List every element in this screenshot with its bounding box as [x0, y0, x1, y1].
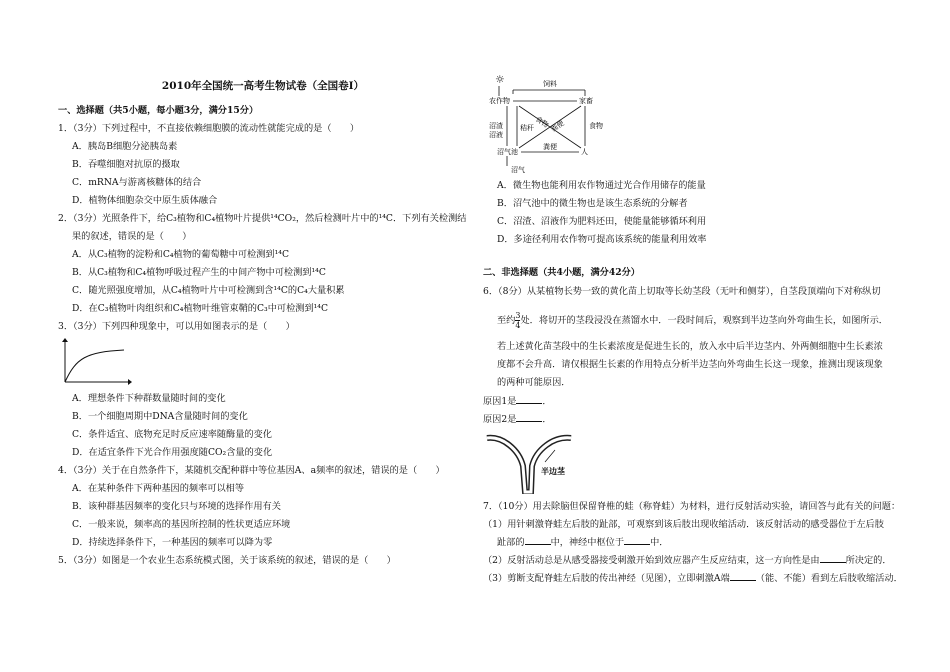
q5-option-c: C．沼渣、沼液作为肥料还田，使能量能够循环利用: [497, 216, 707, 227]
q2-option-d: D．在C₃植物叶肉组织和C₄植物叶维管束鞘的C₃中可检测到¹⁴C: [72, 303, 329, 314]
q3-option-c: C．条件适宜、底物充足时反应速率随酶量的变化: [72, 429, 272, 440]
section2-heading: 二、非选择题（共4小题，满分42分）: [483, 267, 640, 278]
q6-line-2: [483, 311, 888, 330]
stem-label: 半边茎: [541, 466, 565, 476]
graph-x-arrow: [128, 379, 132, 385]
label-manure: 粪便: [543, 143, 557, 151]
fraction-numerator: 3: [515, 311, 521, 320]
q5-option-b: B．沼气池中的微生物也是该生态系统的分解者: [497, 198, 688, 209]
page-title: 2010年全国统一高考生物试卷（全国卷Ⅰ）: [161, 80, 365, 92]
node-biogas-pool: 沼气池: [497, 148, 518, 156]
q3-saturation-curve-graph: [62, 338, 132, 386]
label-food-grain: 食物: [533, 115, 550, 130]
q1-option-a: A．胰岛B细胞分泌胰岛素: [72, 141, 178, 152]
q7-line-5: [483, 570, 903, 588]
q1-option-d: D．植物体细胞杂交中原生质体融合: [72, 195, 218, 206]
direction-blank[interactable]: [820, 552, 846, 563]
q7-line-3-pre: 趾部的: [497, 537, 525, 548]
receptor-blank[interactable]: [525, 534, 551, 545]
q5-ecosystem-diagram: [489, 70, 609, 178]
reason-1-blank[interactable]: [516, 393, 542, 404]
q7-line-3: [483, 534, 668, 552]
q6-reason-2: [483, 411, 552, 429]
label-food: 食物: [589, 122, 603, 130]
sun-icon: ☼: [495, 73, 505, 86]
q2-option-b: B．从C₃植物和C₄植物呼吸过程产生的中间产物中可检测到¹⁴C: [72, 267, 326, 278]
label-residue-1: 沼渣: [489, 122, 503, 130]
node-crops: 农作物: [489, 97, 510, 105]
q4-option-a: A．在某种条件下两种基因的频率可以相等: [72, 483, 245, 494]
split-stem-shape: [487, 438, 571, 492]
q2-stem-1: 2．（3分）光照条件下，给C₃植物和C₄植物叶片提供¹⁴CO₂，然后检测叶片中的¹⁴C．下列有关检测结: [58, 213, 467, 224]
q5-option-a: A．微生物也能利用农作物通过光合作用储存的能量: [497, 180, 706, 191]
q7-line-2: （1）用针刺激脊蛙左后肢的趾部，可观察到该后肢出现收缩活动．该反射活动的感受器位于左后肢: [483, 519, 884, 530]
nerve-center-blank[interactable]: [624, 534, 650, 545]
label-dung: 粪便: [549, 119, 566, 134]
q1-option-c: C．mRNA与游离核糖体的结合: [72, 177, 202, 188]
reason-1-label: 原因1是: [483, 396, 517, 407]
label-feed: 饲料: [543, 80, 557, 88]
q7-line-3-mid: 中，神经中枢位于: [550, 537, 625, 548]
q2-option-a: A．从C₃植物的淀粉和C₄植物的葡萄糖中可检测到¹⁴C: [72, 249, 290, 260]
section1-heading: 一、选择题（共5小题，每小题3分，满分15分）: [58, 105, 259, 116]
q3-option-d: D．在适宜条件下光合作用强度随CO₂含量的变化: [72, 447, 273, 458]
q4-option-d: D．持续选择条件下，一种基因的频率可以降为零: [72, 537, 273, 548]
q4-stem: 4．（3分）关于在自然条件下，某随机交配种群中等位基因A、a频率的叙述，错误的是（ ）: [58, 465, 445, 476]
q6-reason-1: [483, 393, 552, 411]
stem-label-pointer: [545, 450, 555, 462]
q3-option-b: B．一个细胞周期中DNA含量随时间的变化: [72, 411, 248, 422]
q2-stem-2: 果的叙述，错误的是（ ）: [72, 231, 192, 242]
q2-option-c: C．随光照强度增加，从C₄植物叶片中可检测到含¹⁴C的C₄大量积累: [72, 285, 345, 296]
q6-line-1: 6．（8分）从某植物长势一致的黄化苗上切取等长幼茎段（无叶和侧芽），自茎段顶端向下对称纵切: [483, 286, 881, 297]
q7-line-1: 7．（10分）用去除脑但保留脊椎的蛙（称脊蛙）为材料，进行反射活动实验，请回答与此有关的问题：: [483, 501, 901, 512]
node-livestock: 家畜: [579, 97, 593, 105]
q5-stem: 5．（3分）如图是一个农业生态系统模式图，关于该系统的叙述，错误的是（ ）: [58, 555, 396, 566]
label-residue-2: 沼液: [489, 131, 503, 139]
graph-curve: [65, 350, 124, 382]
q7-line-3-post: 中．: [650, 537, 669, 548]
q1-option-b: B．吞噬细胞对抗原的摄取: [72, 159, 180, 170]
reason-1-period: ．: [542, 396, 552, 407]
label-biogas: 沼气: [511, 166, 525, 174]
q7-line-5-post: （能、不能）看到左后肢收缩活动．: [755, 573, 903, 584]
q3-option-a: A．理想条件下种群数量随时间的变化: [72, 393, 226, 404]
reason-2-blank[interactable]: [516, 411, 542, 422]
q4-option-c: C．一般来说，频率高的基因所控制的性状更适应环境: [72, 519, 291, 530]
q7-line-4: [483, 552, 892, 570]
q7-line-5-pre: （3）剪断支配脊蛙左后肢的传出神经（见图），立即刺激A端: [483, 573, 730, 584]
q6-line-2-pre: 至约: [497, 315, 516, 326]
label-straw: 秸秆: [520, 124, 534, 132]
reason-2-period: ．: [542, 414, 552, 425]
q3-stem: 3．（3分）下列四种现象中，可以用如图表示的是（ ）: [58, 321, 295, 332]
q6-line-3: 若上述黄化苗茎段中的生长素浓度是促进生长的，放入水中后半边茎内、外两侧细胞中生长素浓: [497, 341, 883, 352]
q6-line-5: 的两种可能原因．: [497, 377, 571, 388]
q1-stem: 1．（3分）下列过程中，不直接依赖细胞膜的流动性就能完成的是（ ）: [58, 123, 360, 134]
graph-y-arrow: [62, 338, 68, 342]
q6-line-2-post: 处．将切开的茎段浸没在蒸馏水中．一段时间后，观察到半边茎向外弯曲生长，如图所示．: [520, 315, 888, 326]
node-human: 人: [581, 148, 588, 156]
q7-line-4-post: 所决定的．: [845, 555, 892, 566]
q5-option-d: D．多途径利用农作物可提高该系统的能量利用效率: [497, 234, 707, 245]
q6-split-stem-figure: [485, 432, 605, 494]
can-cannot-blank[interactable]: [730, 570, 756, 581]
q6-line-4: 度都不会升高．请仅根据生长素的作用特点分析半边茎向外弯曲生长这一现象，推测出现该现象: [497, 359, 883, 370]
q7-line-4-pre: （2）反射活动总是从感受器接受刺激开始到效应器产生反应结束，这一方向性是由: [483, 555, 820, 566]
fraction-denominator: 4: [515, 321, 521, 330]
reason-2-label: 原因2是: [483, 414, 517, 425]
q4-option-b: B．该种群基因频率的变化只与环境的选择作用有关: [72, 501, 281, 512]
